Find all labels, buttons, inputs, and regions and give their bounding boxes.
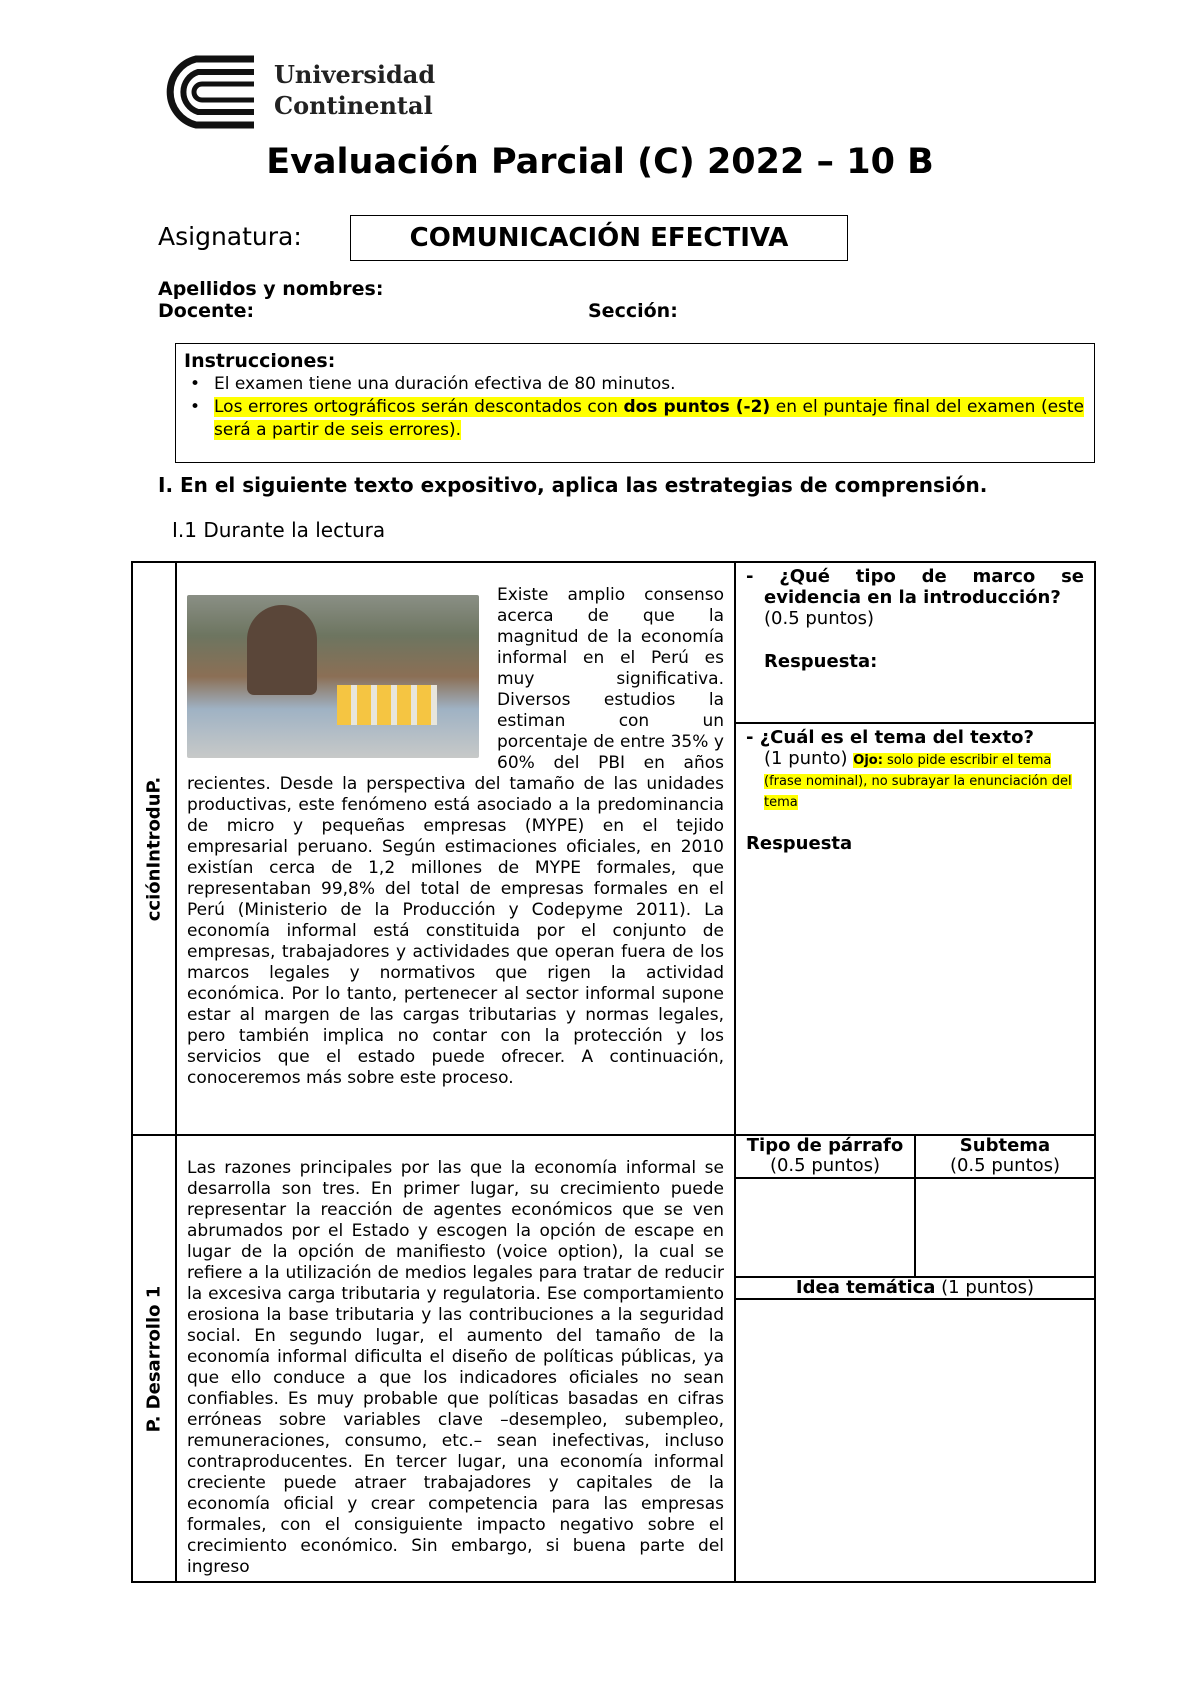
subtema-label: Subtema <box>959 1135 1051 1156</box>
question-2-points: (1 punto) <box>764 748 848 769</box>
question-1 <box>736 563 1094 724</box>
intro-paragraph: Existe amplio consenso acerca de que la magnitud de la economía informal en el Perú es muy significativa. Diversos estudios la estiman con un porcentaje de entre 35% y 60% del PBI en años recientes. Desde la perspectiva del tamaño de las unidades productivas, este fenómeno está asociado a la predominancia de micro y pequeñas empresas (MYPE) en el tejido empresarial peruano. Según estimaciones oficiales, en 2010 existían cerca de 1,2 millones de MYPE formales, que representaban 99,8% del total de empresas formales en el Perú (Ministerio de la Producción y Codepyme 2011). La economía informal está constituida por el conjunto de empresas, trabajadores y actividades que operan fuera de los marcos legales y normativos que rigen la actividad económica. Por lo tanto, pertenecer al sector informal supone estar al margen de las cargas tributarias y normas legales, pero también implica no contar con la protección y los servicios que el estado puede ofrecer. A continuación, conoceremos más sobre este proceso. <box>187 585 724 1088</box>
dev1-answers-cell <box>735 1135 1095 1582</box>
dev1-label-cell <box>132 1135 176 1582</box>
intro-questions-cell <box>735 562 1095 1135</box>
question-2-text: - ¿Cuál es el tema del texto? <box>746 727 1034 748</box>
intro-label-cell <box>132 562 176 1135</box>
dev1-paragraph: Las razones principales por las que la economía informal se desarrolla son tres. En primer lugar, su crecimiento puede representar la reacción de agentes económicos que se ven abrumados por el Estado y escogen la opción de escape en lugar de la opción de manifiesto (voice option), la cual se refiere a la utilización de medios legales para tratar de reducir la excesiva carga tributaria y regulatoria. Ese comportamiento erosiona la base tributaria y las contribuciones a la seguridad social. En segundo lugar, el aumento del tamaño de la economía informal dificulta el diseño de políticas públicas, ya que ello conduce a que los indicadores oficiales no sean confiables. Es muy probable que políticas basadas en cifras erróneas sobre variables clave –desempleo, subempleo, remuneraciones, consumo, etc.– sean inefectivas, incluso contraproducentes. En tercer lugar, una economía informal creciente puede atraer trabajadores y capitales de la economía oficial y crear competencia para las empresas formales, con el consiguiente impacto negativo sobre el crecimiento económico. Sin embargo, si buena parte del ingreso <box>187 1158 724 1577</box>
subtema-answer-area[interactable] <box>915 1178 1094 1277</box>
intro-text-cell <box>176 562 735 1135</box>
instructions-box <box>175 343 1095 463</box>
section-heading: I. En el siguiente texto expositivo, aplica las estrategias de comprensión. <box>158 473 988 497</box>
instruction-spelling-c: en el puntaje final del examen (este será a partir de seis errores). <box>214 397 1085 440</box>
tipo-label: Tipo de párrafo <box>746 1135 904 1156</box>
question-2 <box>736 724 1094 854</box>
dev1-text-cell <box>176 1135 735 1582</box>
question-2-note-text: solo pide escribir el tema (frase nominal), no subrayar la enunciación del tema <box>764 753 1072 810</box>
reading-table <box>131 561 1096 1583</box>
apellidos-label: Apellidos y nombres: <box>158 278 384 300</box>
instruction-spelling-a: Los errores ortográficos serán descontados con <box>214 397 624 417</box>
docente-label: Docente: <box>158 300 255 322</box>
logo-line2: Continental <box>274 91 433 120</box>
instruction-item <box>184 396 1084 442</box>
idea-points: (1 puntos) <box>935 1277 1035 1298</box>
tipo-header <box>736 1136 915 1178</box>
tipo-answer-area[interactable] <box>736 1178 915 1277</box>
idea-label: Idea temática <box>795 1277 936 1298</box>
asignatura-value: COMUNICACIÓN EFECTIVA <box>409 223 789 253</box>
street-vendor-photo <box>187 595 479 758</box>
tipo-points: (0.5 puntos) <box>769 1155 881 1176</box>
subsection-heading: I.1 Durante la lectura <box>172 518 386 542</box>
asignatura-box <box>350 215 848 261</box>
idea-answer-area[interactable] <box>736 1299 1094 1575</box>
university-logo <box>158 55 436 135</box>
intro-vertical-label: cciónIntroduP. <box>143 776 165 921</box>
instruction-spelling-b: dos puntos (-2) <box>623 397 771 417</box>
instruction-duration: El examen tiene una duración efectiva de 80 minutos. <box>214 374 676 394</box>
logo-line1: Universidad <box>274 60 436 89</box>
exam-title: Evaluación Parcial (C) 2022 – 10 B <box>266 142 934 182</box>
dev1-vertical-label: P. Desarrollo 1 <box>143 1285 165 1432</box>
instruction-item <box>184 373 1084 396</box>
dev1-answer-grid <box>736 1136 1094 1575</box>
question-2-points-line <box>746 748 1084 811</box>
question-1-answer-label: Respuesta: <box>764 651 878 672</box>
logo-mark-icon <box>158 55 258 129</box>
question-1-points: (0.5 puntos) <box>764 608 875 629</box>
seccion-label: Sección: <box>588 300 678 322</box>
asignatura-label: Asignatura: <box>158 222 302 251</box>
question-1-text: - ¿Qué tipo de marco se evidencia en la introducción? <box>746 566 1084 608</box>
subtema-header <box>915 1136 1094 1178</box>
instructions-title: Instrucciones: <box>184 350 336 372</box>
logo-text <box>274 59 435 121</box>
idea-header <box>736 1277 1094 1299</box>
question-2-answer-label: Respuesta <box>746 833 853 854</box>
subtema-points: (0.5 puntos) <box>949 1155 1061 1176</box>
question-2-note-bold: Ojo: <box>853 753 883 768</box>
instructions-list <box>184 373 1084 442</box>
